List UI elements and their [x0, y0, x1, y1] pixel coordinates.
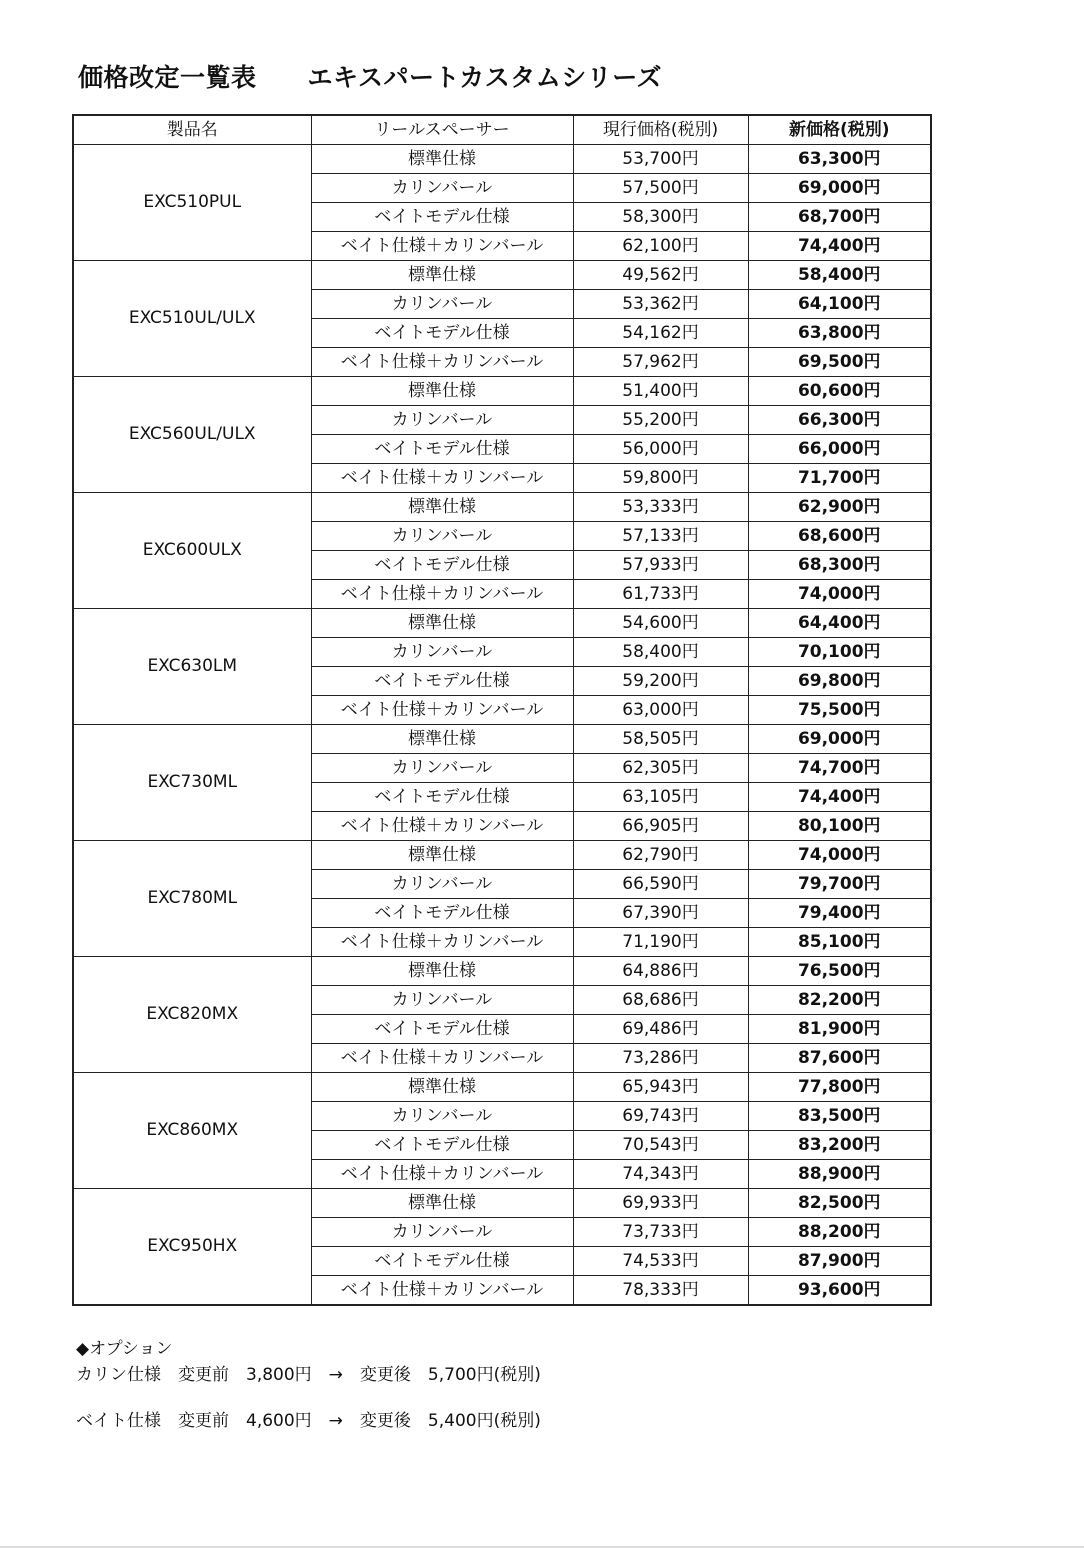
spacer-cell: カリンバール	[311, 986, 573, 1015]
option-bait: ベイト仕様 変更前 4,600円 → 変更後 5,400円(税別)	[76, 1411, 541, 1431]
new-price-cell: 83,200円	[748, 1131, 931, 1160]
current-price-cell: 69,743円	[573, 1102, 748, 1131]
spacer-cell: ベイト仕様＋カリンバール	[311, 928, 573, 957]
spacer-cell: ベイト仕様＋カリンバール	[311, 1044, 573, 1073]
spacer-cell: カリンバール	[311, 290, 573, 319]
new-price-cell: 64,100円	[748, 290, 931, 319]
spacer-cell: 標準仕様	[311, 1189, 573, 1218]
spacer-cell: カリンバール	[311, 174, 573, 203]
current-price-cell: 54,600円	[573, 609, 748, 638]
spacer-cell: 標準仕様	[311, 377, 573, 406]
current-price-cell: 58,400円	[573, 638, 748, 667]
product-name-cell: EXC600ULX	[73, 493, 311, 609]
current-price-cell: 49,562円	[573, 261, 748, 290]
spacer-cell: ベイト仕様＋カリンバール	[311, 1160, 573, 1189]
new-price-cell: 87,900円	[748, 1247, 931, 1276]
product-name-cell: EXC630LM	[73, 609, 311, 725]
new-price-cell: 80,100円	[748, 812, 931, 841]
new-price-cell: 62,900円	[748, 493, 931, 522]
table-row	[73, 145, 931, 174]
table-row	[73, 377, 931, 406]
price-table	[72, 114, 932, 1306]
spacer-cell: カリンバール	[311, 754, 573, 783]
new-price-cell: 87,600円	[748, 1044, 931, 1073]
new-price-cell: 74,700円	[748, 754, 931, 783]
current-price-cell: 55,200円	[573, 406, 748, 435]
spacer-cell: ベイト仕様＋カリンバール	[311, 1276, 573, 1306]
product-name-cell: EXC860MX	[73, 1073, 311, 1189]
current-price-cell: 58,300円	[573, 203, 748, 232]
spacer-cell: ベイトモデル仕様	[311, 899, 573, 928]
header-new-price: 新価格(税別)	[748, 115, 931, 145]
table-header-row	[73, 115, 931, 145]
current-price-cell: 66,590円	[573, 870, 748, 899]
spacer-cell: ベイトモデル仕様	[311, 1015, 573, 1044]
current-price-cell: 58,505円	[573, 725, 748, 754]
new-price-cell: 82,500円	[748, 1189, 931, 1218]
new-price-cell: 74,400円	[748, 232, 931, 261]
current-price-cell: 59,200円	[573, 667, 748, 696]
current-price-cell: 57,933円	[573, 551, 748, 580]
spacer-cell: ベイト仕様＋カリンバール	[311, 696, 573, 725]
spacer-cell: カリンバール	[311, 406, 573, 435]
current-price-cell: 56,000円	[573, 435, 748, 464]
spacer-cell: ベイト仕様＋カリンバール	[311, 348, 573, 377]
current-price-cell: 62,100円	[573, 232, 748, 261]
spacer-cell: ベイトモデル仕様	[311, 783, 573, 812]
spacer-cell: ベイト仕様＋カリンバール	[311, 464, 573, 493]
product-name-cell: EXC510PUL	[73, 145, 311, 261]
new-price-cell: 68,300円	[748, 551, 931, 580]
current-price-cell: 63,105円	[573, 783, 748, 812]
table-row	[73, 261, 931, 290]
header-spacer: リールスペーサー	[311, 115, 573, 145]
new-price-cell: 68,600円	[748, 522, 931, 551]
new-price-cell: 66,300円	[748, 406, 931, 435]
spacer-cell: ベイトモデル仕様	[311, 319, 573, 348]
new-price-cell: 76,500円	[748, 957, 931, 986]
current-price-cell: 73,286円	[573, 1044, 748, 1073]
option-karin: カリン仕様 変更前 3,800円 → 変更後 5,700円(税別)	[76, 1365, 541, 1385]
current-price-cell: 61,733円	[573, 580, 748, 609]
options-section	[76, 1336, 541, 1434]
header-product: 製品名	[73, 115, 311, 145]
new-price-cell: 74,000円	[748, 580, 931, 609]
current-price-cell: 59,800円	[573, 464, 748, 493]
new-price-cell: 77,800円	[748, 1073, 931, 1102]
current-price-cell: 69,486円	[573, 1015, 748, 1044]
spacer-cell: 標準仕様	[311, 725, 573, 754]
new-price-cell: 88,900円	[748, 1160, 931, 1189]
new-price-cell: 63,800円	[748, 319, 931, 348]
spacer-cell: ベイトモデル仕様	[311, 203, 573, 232]
spacer-cell: 標準仕様	[311, 841, 573, 870]
new-price-cell: 58,400円	[748, 261, 931, 290]
product-name-cell: EXC950HX	[73, 1189, 311, 1306]
spacer-cell: 標準仕様	[311, 493, 573, 522]
spacer-cell: ベイトモデル仕様	[311, 1247, 573, 1276]
new-price-cell: 88,200円	[748, 1218, 931, 1247]
current-price-cell: 57,500円	[573, 174, 748, 203]
current-price-cell: 53,333円	[573, 493, 748, 522]
spacer-cell: カリンバール	[311, 522, 573, 551]
spacer-cell: カリンバール	[311, 1218, 573, 1247]
current-price-cell: 65,943円	[573, 1073, 748, 1102]
new-price-cell: 68,700円	[748, 203, 931, 232]
new-price-cell: 81,900円	[748, 1015, 931, 1044]
current-price-cell: 63,000円	[573, 696, 748, 725]
table-row	[73, 841, 931, 870]
new-price-cell: 79,700円	[748, 870, 931, 899]
current-price-cell: 73,733円	[573, 1218, 748, 1247]
current-price-cell: 71,190円	[573, 928, 748, 957]
current-price-cell: 69,933円	[573, 1189, 748, 1218]
new-price-cell: 71,700円	[748, 464, 931, 493]
current-price-cell: 64,886円	[573, 957, 748, 986]
page-title: 価格改定一覧表 エキスパートカスタムシリーズ	[78, 63, 663, 92]
product-name-cell: EXC510UL/ULX	[73, 261, 311, 377]
spacer-cell: ベイトモデル仕様	[311, 1131, 573, 1160]
spacer-cell: 標準仕様	[311, 609, 573, 638]
product-name-cell: EXC820MX	[73, 957, 311, 1073]
current-price-cell: 62,305円	[573, 754, 748, 783]
table-row	[73, 957, 931, 986]
new-price-cell: 64,400円	[748, 609, 931, 638]
current-price-cell: 67,390円	[573, 899, 748, 928]
table-row	[73, 725, 931, 754]
current-price-cell: 74,343円	[573, 1160, 748, 1189]
current-price-cell: 53,362円	[573, 290, 748, 319]
new-price-cell: 60,600円	[748, 377, 931, 406]
product-name-cell: EXC560UL/ULX	[73, 377, 311, 493]
current-price-cell: 51,400円	[573, 377, 748, 406]
new-price-cell: 82,200円	[748, 986, 931, 1015]
spacer-cell: カリンバール	[311, 870, 573, 899]
new-price-cell: 63,300円	[748, 145, 931, 174]
spacer-cell: 標準仕様	[311, 1073, 573, 1102]
options-heading: ◆オプション	[76, 1339, 173, 1359]
new-price-cell: 70,100円	[748, 638, 931, 667]
new-price-cell: 66,000円	[748, 435, 931, 464]
new-price-cell: 69,000円	[748, 174, 931, 203]
current-price-cell: 57,962円	[573, 348, 748, 377]
current-price-cell: 74,533円	[573, 1247, 748, 1276]
new-price-cell: 74,000円	[748, 841, 931, 870]
spacer-cell: 標準仕様	[311, 261, 573, 290]
current-price-cell: 78,333円	[573, 1276, 748, 1306]
table-body	[73, 145, 931, 1306]
table-row	[73, 609, 931, 638]
table-row	[73, 1189, 931, 1218]
new-price-cell: 79,400円	[748, 899, 931, 928]
spacer-cell: ベイトモデル仕様	[311, 551, 573, 580]
current-price-cell: 54,162円	[573, 319, 748, 348]
spacer-cell: ベイト仕様＋カリンバール	[311, 812, 573, 841]
current-price-cell: 70,543円	[573, 1131, 748, 1160]
new-price-cell: 75,500円	[748, 696, 931, 725]
spacer-cell: 標準仕様	[311, 957, 573, 986]
spacer-cell: カリンバール	[311, 1102, 573, 1131]
new-price-cell: 93,600円	[748, 1276, 931, 1306]
current-price-cell: 62,790円	[573, 841, 748, 870]
spacer-cell: カリンバール	[311, 638, 573, 667]
table-row	[73, 493, 931, 522]
new-price-cell: 69,800円	[748, 667, 931, 696]
spacer-cell: ベイトモデル仕様	[311, 667, 573, 696]
spacer-cell: ベイト仕様＋カリンバール	[311, 580, 573, 609]
spacer-cell: 標準仕様	[311, 145, 573, 174]
new-price-cell: 85,100円	[748, 928, 931, 957]
table-row	[73, 1073, 931, 1102]
spacer-cell: ベイト仕様＋カリンバール	[311, 232, 573, 261]
current-price-cell: 66,905円	[573, 812, 748, 841]
spacer-cell: ベイトモデル仕様	[311, 435, 573, 464]
current-price-cell: 68,686円	[573, 986, 748, 1015]
new-price-cell: 69,500円	[748, 348, 931, 377]
current-price-cell: 57,133円	[573, 522, 748, 551]
new-price-cell: 83,500円	[748, 1102, 931, 1131]
product-name-cell: EXC780ML	[73, 841, 311, 957]
current-price-cell: 53,700円	[573, 145, 748, 174]
new-price-cell: 74,400円	[748, 783, 931, 812]
product-name-cell: EXC730ML	[73, 725, 311, 841]
new-price-cell: 69,000円	[748, 725, 931, 754]
header-current-price: 現行価格(税別)	[573, 115, 748, 145]
